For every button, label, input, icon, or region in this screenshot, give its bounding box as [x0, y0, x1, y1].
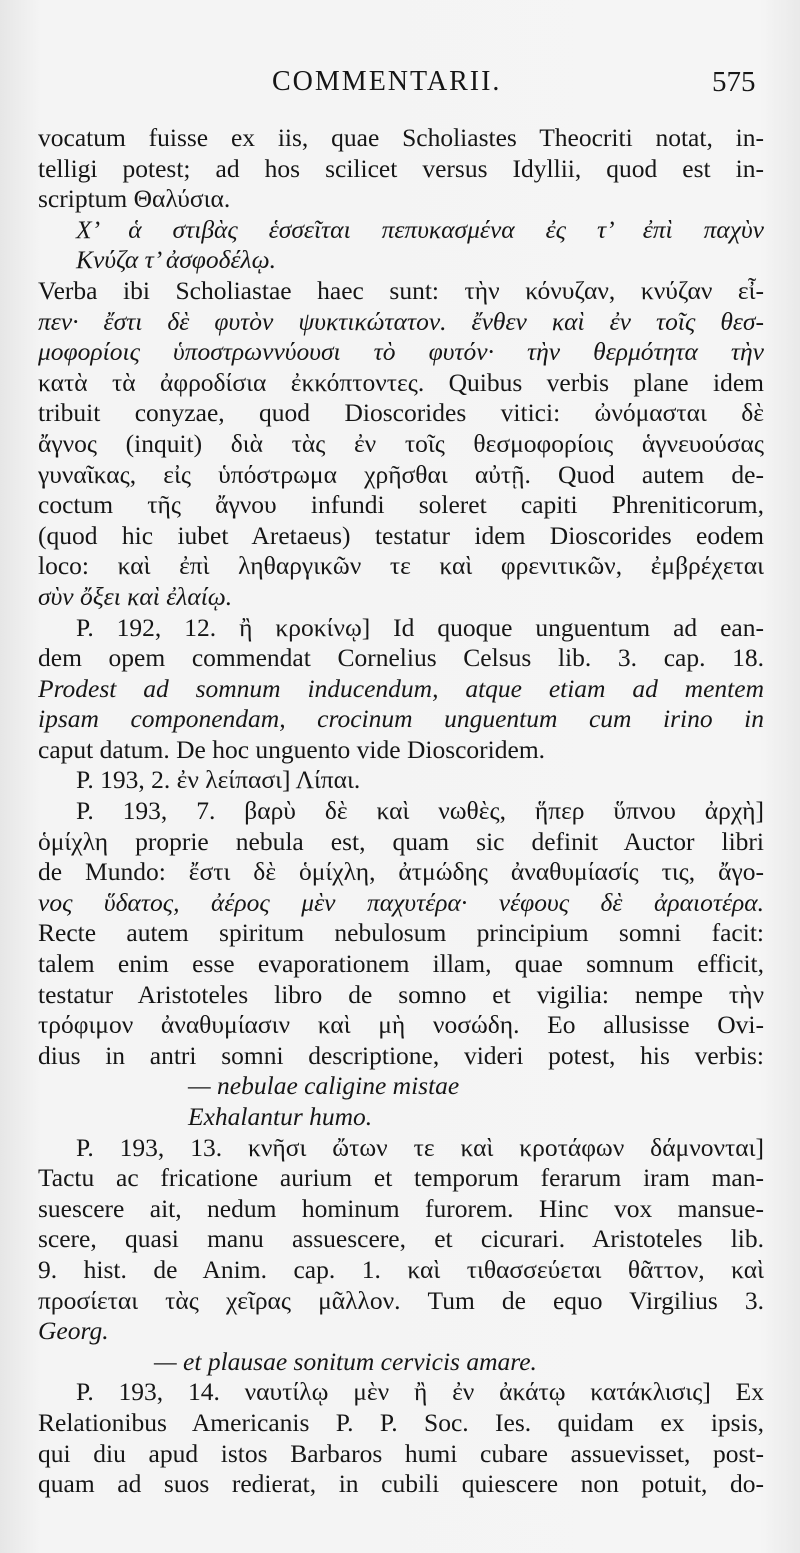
text-line: talem enim esse evaporationem illam, quae somnum efficit,	[38, 949, 764, 979]
verse-line: — et plausae sonitum cervicis amare.	[154, 1346, 537, 1376]
text-line: dem opem commendat Cornelius Celsus lib. 3. cap. 18.	[38, 643, 764, 673]
text-line: quam ad suos redierat, in cubili quiescere non potuit, do-	[38, 1469, 764, 1499]
text-line: Tactu ac fricatione aurium et temporum ferarum iram man-	[38, 1163, 764, 1193]
text-line: Relationibus Americanis P. P. Soc. Ies. quidam ex ipsis,	[38, 1407, 764, 1437]
verse-line: Exhalantur humo.	[188, 1102, 373, 1131]
text-line: tribuit conyzae, quod Dioscorides vitici: ὠνόμασται δὲ	[38, 398, 764, 428]
text-line: caput datum. De hoc unguento vide Dioscoridem.	[38, 734, 546, 764]
text-line: vocatum fuisse ex iis, quae Scholiastes Theocriti notat, in-	[38, 123, 764, 152]
text-line: γυναῖκας, εἰς ὑπόστρωμα χρῆσθαι αὐτῇ. Quod autem de-	[38, 459, 764, 489]
page-body-text	[38, 123, 764, 1500]
text-line: suescere ait, nedum hominum furorem. Hinc vox mansue-	[38, 1193, 764, 1223]
text-line: ἄγνος (inquit) διὰ τὰς ἐν τοῖς θεσμοφορίοις ἁγνευούσας	[38, 428, 764, 458]
text-line: P. 193, 2. ἐν λείπασι] Λίπαι.	[76, 765, 361, 795]
verse-line: Χ’ ἁ στιβὰς ἑσσεῖται πεπυκασμένα ἐς τ’ ἐπὶ παχὺν	[76, 214, 764, 244]
verse-line: Κνύζα τ’ ἀσφοδέλῳ.	[76, 245, 276, 275]
text-line: testatur Aristoteles libro de somno et vigilia: nempe τὴν	[38, 979, 764, 1009]
verse-line: — nebulae caligine mistae	[188, 1071, 460, 1101]
text-line: P. 193, 13. κνῆσι ὤτων τε καὶ κροτάφων δάμνονται]	[76, 1132, 764, 1162]
page-number: 575	[712, 66, 756, 98]
text-line: Verba ibi Scholiastae haec sunt: τὴν κόνυζαν, κνύζαν εἶ-	[38, 275, 764, 305]
text-line: Georg.	[38, 1316, 109, 1346]
text-line: qui diu apud istos Barbaros humi cubare assuevisset, post-	[38, 1438, 764, 1468]
text-line: ipsam componendam, crocinum unguentum cum irino in	[38, 704, 764, 734]
text-line: scriptum Θαλύσια.	[38, 184, 231, 214]
text-line: dius in antri somni descriptione, videri potest, his verbis:	[38, 1040, 764, 1070]
text-line: κατὰ τὰ ἀφροδίσια ἐκκόπτοντες. Quibus verbis plane idem	[38, 367, 764, 397]
page-header	[0, 66, 800, 106]
text-line: P. 193, 7. βαρὺ δὲ καὶ νωθὲς, ἥπερ ὕπνου ἀρχὴ]	[76, 796, 764, 826]
text-line: ὁμίχλη proprie nebula est, quam sic definit Auctor libri	[38, 826, 764, 856]
text-line: P. 193, 14. ναυτίλῳ μὲν ἢ ἐν ἀκάτῳ κατάκλισις] Ex	[76, 1377, 764, 1407]
text-line: scere, quasi manu assuescere, et cicurari. Aristoteles lib.	[38, 1224, 764, 1254]
text-line: (quod hic iubet Aretaeus) testatur idem Dioscorides eodem	[38, 520, 764, 550]
text-line: coctum τῆς ἄγνου infundi soleret capiti Phreniticorum,	[38, 490, 764, 520]
text-line: 9. hist. de Anim. cap. 1. καὶ τιθασσεύεται θᾶττον, καὶ	[38, 1254, 764, 1284]
text-line: telligi potest; ad hos scilicet versus Idyllii, quod est in-	[38, 153, 764, 183]
running-head: COMMENTARII.	[272, 66, 502, 97]
text-line: πεν· ἔστι δὲ φυτὸν ψυκτικώτατον. ἔνθεν καὶ ἐν τοῖς θεσ-	[38, 306, 764, 336]
text-line: τρόφιμον ἀναθυμίασιν καὶ μὴ νοσώδη. Eo allusisse Ovi-	[38, 1010, 764, 1040]
text-line: de Mundo: ἔστι δὲ ὁμίχλη, ἀτμώδης ἀναθυμίασίς τις, ἄγο-	[38, 857, 764, 887]
text-line: loco: καὶ ἐπὶ ληθαργικῶν τε καὶ φρενιτικῶν, ἐμβρέχεται	[38, 551, 764, 581]
text-line: P. 192, 12. ἢ κροκίνῳ] Id quoque unguentum ad ean-	[76, 612, 764, 642]
text-line: νος ὕδατος, ἀέρος μὲν παχυτέρα· νέφους δὲ ἀραιοτέρα.	[38, 887, 764, 917]
text-line: σὺν ὄξει καὶ ἐλαίῳ.	[38, 581, 233, 611]
text-line: προσίεται τὰς χεῖρας μᾶλλον. Tum de equo Virgilius 3.	[38, 1285, 764, 1315]
text-line: μοφορίοις ὑποστρωννύουσι τὸ φυτόν· τὴν θερμότητα τὴν	[38, 337, 764, 367]
text-line: Recte autem spiritum nebulosum principium somni facit:	[38, 918, 764, 948]
text-line: Prodest ad somnum inducendum, atque etiam ad mentem	[38, 673, 764, 703]
